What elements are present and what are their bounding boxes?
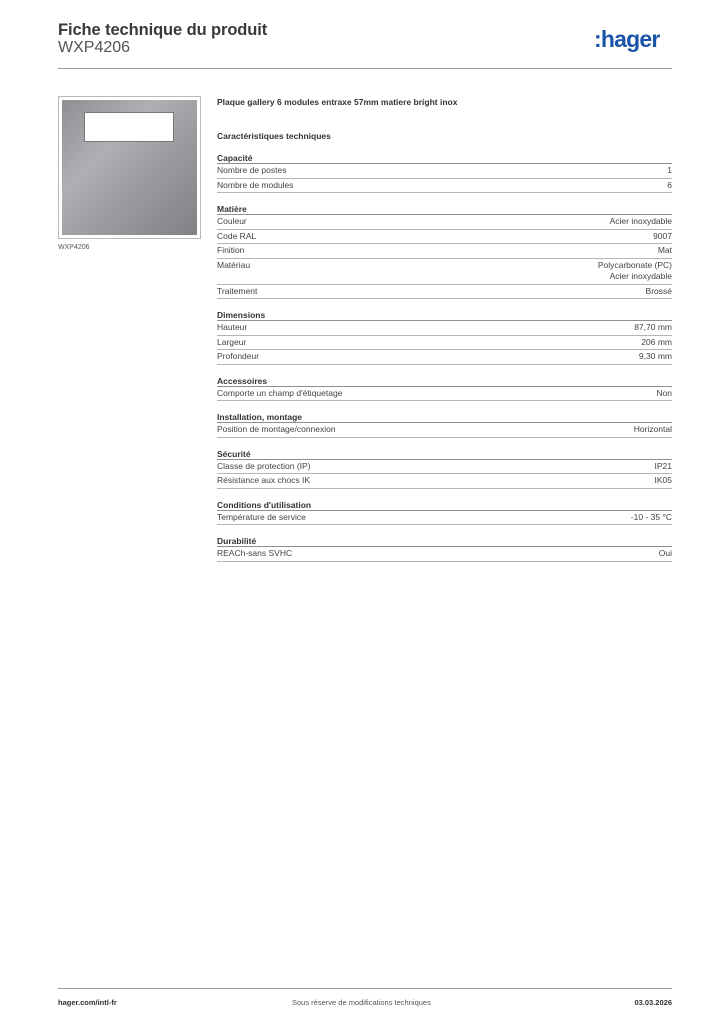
product-image xyxy=(58,96,201,239)
spec-row xyxy=(217,336,672,351)
header-divider xyxy=(58,68,672,69)
spec-value: 9007 xyxy=(653,230,672,241)
spec-value: Brossé xyxy=(645,285,672,296)
spec-value: 1 xyxy=(667,165,672,175)
spec-value: Mat xyxy=(657,245,672,255)
spec-label: Traitement xyxy=(217,285,258,296)
spec-value: Polycarbonate (PC) Acier inoxydable xyxy=(597,259,672,281)
spec-label: Position de montage/connexion xyxy=(217,424,336,434)
section-title: Sécurité xyxy=(217,448,672,460)
spec-row xyxy=(217,321,672,336)
spec-row xyxy=(217,164,672,179)
footer-website-link[interactable]: hager.com/intl-fr xyxy=(58,998,117,1007)
spec-value: Horizontal xyxy=(633,424,672,434)
spec-label: Largeur xyxy=(217,336,247,347)
spec-row xyxy=(217,547,672,562)
spec-content xyxy=(217,96,672,562)
spec-value: IK05 xyxy=(654,475,672,485)
footer-divider xyxy=(58,988,672,989)
spec-row xyxy=(217,215,672,230)
spec-section xyxy=(217,375,672,402)
spec-row xyxy=(217,474,672,489)
spec-label: Couleur xyxy=(217,216,247,226)
spec-sections xyxy=(217,152,672,562)
spec-value: Non xyxy=(656,387,672,398)
spec-section xyxy=(217,152,672,193)
spec-label: Profondeur xyxy=(217,351,260,361)
spec-label: Résistance aux chocs IK xyxy=(217,475,311,485)
spec-label: Comporte un champ d'étiquetage xyxy=(217,387,343,398)
product-reference: WXP4206 xyxy=(58,39,131,56)
spec-row xyxy=(217,230,672,245)
spec-value: 9,30 mm xyxy=(638,351,672,361)
spec-row xyxy=(217,387,672,402)
spec-section xyxy=(217,309,672,365)
section-title: Matière xyxy=(217,203,672,215)
section-title: Installation, montage xyxy=(217,411,672,423)
spec-label: Matériau xyxy=(217,259,251,270)
spec-value: Oui xyxy=(658,548,672,558)
cover-plate-illustration xyxy=(62,100,197,235)
spec-section xyxy=(217,535,672,562)
spec-label: Température de service xyxy=(217,511,306,522)
spec-section xyxy=(217,203,672,299)
spec-section xyxy=(217,411,672,438)
spec-section xyxy=(217,499,672,526)
spec-section xyxy=(217,448,672,489)
plate-opening xyxy=(84,112,174,142)
image-caption: WXP4206 xyxy=(58,244,90,251)
spec-label: Nombre de modules xyxy=(217,179,294,190)
page-title: Fiche technique du produit xyxy=(58,21,268,39)
section-title: Durabilité xyxy=(217,535,672,547)
spec-value: 206 mm xyxy=(641,336,672,347)
spec-label: Finition xyxy=(217,245,245,255)
spec-label: Code RAL xyxy=(217,230,257,241)
spec-row xyxy=(217,285,672,300)
section-title: Conditions d'utilisation xyxy=(217,499,672,511)
characteristics-heading: Caractéristiques techniques xyxy=(217,131,331,141)
spec-row xyxy=(217,179,672,194)
hager-logo: :hager xyxy=(594,26,660,52)
footer-date: 03.03.2026 xyxy=(634,998,672,1007)
footer-disclaimer: Sous réserve de modifications techniques xyxy=(292,998,431,1007)
section-title: Accessoires xyxy=(217,375,672,387)
spec-label: Classe de protection (IP) xyxy=(217,460,311,471)
spec-value: IP21 xyxy=(654,460,672,471)
spec-row xyxy=(217,244,672,259)
section-title: Capacité xyxy=(217,152,672,164)
spec-label: REACh-sans SVHC xyxy=(217,548,293,558)
spec-row xyxy=(217,460,672,475)
spec-row xyxy=(217,259,672,285)
spec-row xyxy=(217,511,672,526)
spec-value: 87,70 mm xyxy=(634,322,672,332)
spec-label: Hauteur xyxy=(217,322,248,332)
spec-label: Nombre de postes xyxy=(217,165,287,175)
spec-value: 6 xyxy=(667,179,672,190)
product-description: Plaque gallery 6 modules entraxe 57mm matiere bright inox xyxy=(217,97,458,107)
spec-value: -10 - 35 °C xyxy=(630,511,672,522)
spec-value: Acier inoxydable xyxy=(609,216,672,226)
section-title: Dimensions xyxy=(217,309,672,321)
spec-row xyxy=(217,423,672,438)
spec-row xyxy=(217,350,672,365)
